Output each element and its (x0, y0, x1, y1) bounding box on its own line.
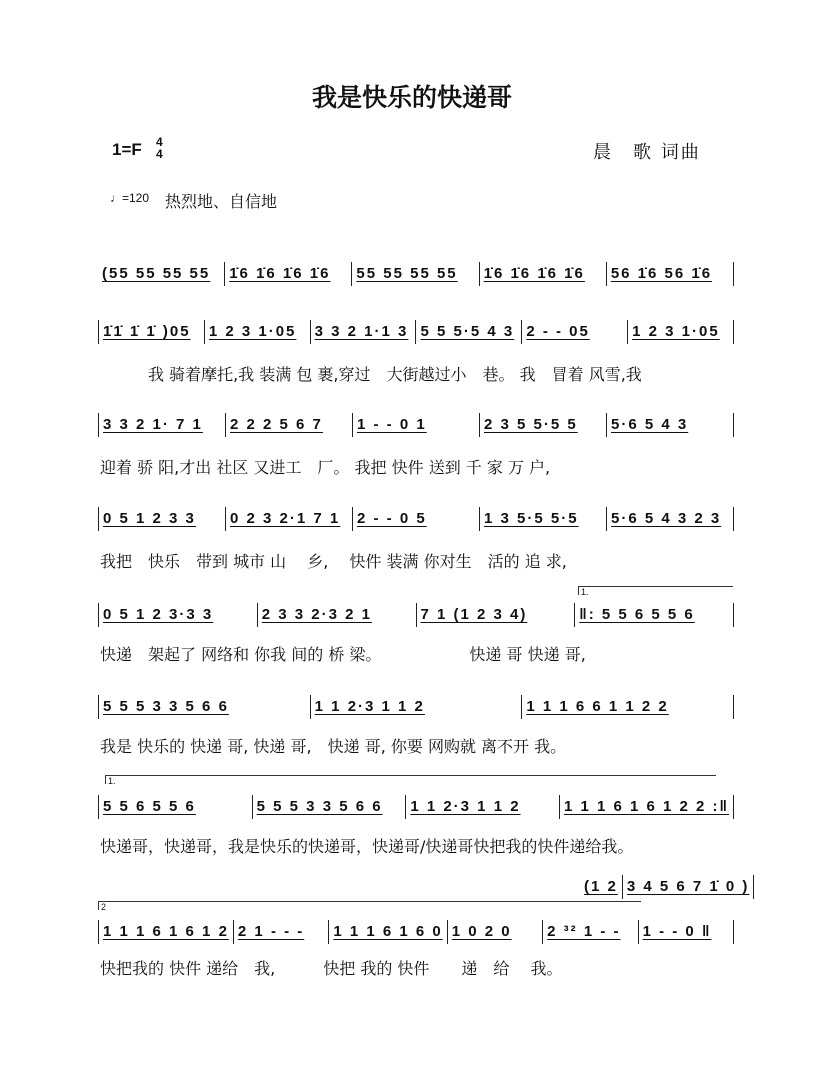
measure: 0 2 3 2·1 7 1 (226, 507, 353, 531)
lyrics-line: 快把我的 快件 递给 我, 快把 我的 快件 递 给 我。 (100, 959, 563, 978)
measure: 7 1 (1 2 3 4) (417, 603, 576, 627)
tempo-marking: ♩=120 (110, 191, 150, 205)
volta-2-bracket: 2 (98, 901, 641, 910)
lyrics-line: 我把 快乐 带到 城市 山 乡, 快件 装满 你对生 活的 追 求, (100, 552, 567, 571)
volta-1-bracket: 1. (578, 586, 733, 595)
measure: 3 3 2 1·1 3 (311, 320, 417, 344)
measure: 1 2 3 1·05 (205, 320, 311, 344)
measure: (55 55 55 55 (98, 262, 225, 286)
measure: 5 5 6 5 5 6 (98, 795, 253, 819)
measure: 1 3 5·5 5·5 (480, 507, 607, 531)
lyrics-line: 快递 架起了 网络和 你我 间的 桥 梁。 快递 哥 快递 哥, (100, 645, 586, 664)
composer-credit: 晨 歌 词曲 (593, 142, 701, 163)
song-title: 我是快乐的快递哥 (311, 83, 512, 112)
staff-row (98, 795, 734, 819)
measure: 2 - - 05 (522, 320, 628, 344)
staff-row (98, 695, 734, 719)
measure: 1 1 1 6 6 1 1 2 2 (522, 695, 734, 719)
measure: 5·6 5 4 3 (607, 413, 734, 437)
measure: 55 55 55 55 (352, 262, 479, 286)
measure: 2 3 3 2·3 2 1 (258, 603, 417, 627)
measure: 1 0 2 0 (448, 920, 543, 944)
measure: 1̇1̇ 1̇ 1̇ )05 (98, 320, 205, 344)
measure: 2 - - 0 5 (353, 507, 480, 531)
staff-row (580, 875, 750, 899)
measure: 1 2 3 1·05 (628, 320, 734, 344)
measure: 1 1 2·3 1 1 2 (406, 795, 560, 819)
volta-1-bracket-repeat: 1. (105, 775, 716, 784)
measure: 1̇6 1̇6 1̇6 1̇6 (480, 262, 607, 286)
key-signature: 1=F (112, 140, 142, 159)
measure: 2 2 2 5 6 7 (226, 413, 353, 437)
measure: 2 3 5 5·5 5 (480, 413, 607, 437)
measure: 0 5 1 2 3·3 3 (98, 603, 258, 627)
staff-row (98, 603, 734, 627)
measure: 0 5 1 2 3 3 (98, 507, 226, 531)
staff-row (98, 320, 734, 344)
lyrics-line: 快递哥，快递哥，我是快乐的快递哥，快递哥/快递哥快把我的快件递给我。 (100, 837, 634, 856)
expression-marking: 热烈地、自信地 (165, 192, 278, 211)
staff-row (98, 920, 734, 944)
measure: 1 1 1 6 1 6 1 2 (98, 920, 234, 944)
measure: 1 1 1 6 1 6 0 (329, 920, 447, 944)
staff-row (98, 413, 734, 437)
measure: 3 3 2 1· 7 1 (98, 413, 226, 437)
lyrics-line: 我是 快乐的 快递 哥, 快递 哥, 快递 哥, 你要 网购就 离不开 我。 (100, 737, 567, 756)
lyrics-line: 我 骑着摩托,我 装满 包 裹,穿过 大街越过小 巷。 我 冒着 风雪,我 (100, 365, 642, 384)
measure: 2 ³² 1 - - (543, 920, 638, 944)
measure: 5 5 5 3 3 5 6 6 (98, 695, 311, 719)
staff-row (98, 507, 734, 531)
staff-row (98, 262, 734, 286)
measure: ‖: 5 5 6 5 5 6 (575, 603, 734, 627)
measure: 56 1̇6 56 1̇6 (607, 262, 734, 286)
measure: 5 5 5 3 3 5 6 6 (253, 795, 407, 819)
measure: 1̇6 1̇6 1̇6 1̇6 (225, 262, 352, 286)
measure: 1 - - 0 ‖ (639, 920, 734, 944)
measure: (1 2 (580, 875, 623, 899)
measure: 5 5 5·5 4 3 (416, 320, 522, 344)
measure: 2 1 - - - (234, 920, 329, 944)
lyrics-line: 迎着 骄 阳,才出 社区 又进工 厂。 我把 快件 送到 千 家 万 户, (100, 458, 551, 477)
measure: 1 - - 0 1 (353, 413, 480, 437)
measure: 1 1 2·3 1 1 2 (311, 695, 523, 719)
measure: 3 4 5 6 7 1̇ 0 ) (623, 875, 755, 899)
measure: 1 1 1 6 1 6 1 2 2 :‖ (560, 795, 734, 819)
measure: 5·6 5 4 3 2 3 (607, 507, 734, 531)
time-signature: 4 4 (156, 135, 163, 161)
